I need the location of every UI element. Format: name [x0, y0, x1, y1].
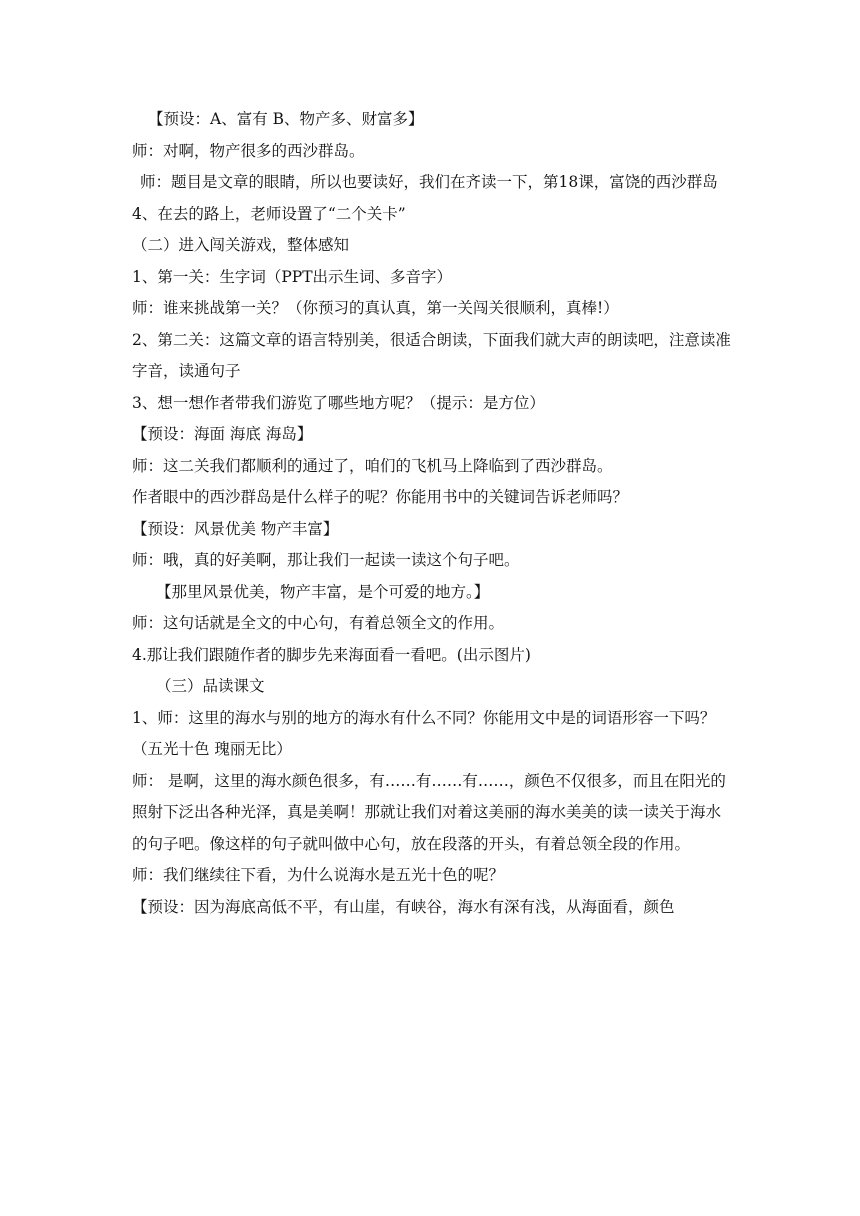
paragraph-preset-seabed: 【预设：因为海底高低不平，有山崖，有峡谷，海水有深有浅，从海面看，颜色: [132, 897, 675, 916]
paragraph-teacher-central-sentence: 师：这句话就是全文的中心句，有着总领全文的作用。: [132, 614, 505, 632]
paragraph-teacher-challenge: 师：谁来挑战第一关？（你预习的真认真，第一关闯关很顺利，真棒!）: [132, 299, 619, 317]
document-body: [132, 104, 732, 923]
paragraph-preset-scenery: 【预设：风景优美 物产丰富】: [132, 519, 339, 538]
paragraph-step-1-seawater: 1、师：这里的海水与别的地方的海水有什么不同？你能用文中是的词语形容一下吗？: [132, 708, 716, 727]
paragraph-teacher-arrival: 师：这二关我们都顺利的通过了，咱们的飞机马上降临到了西沙群岛。: [132, 456, 613, 475]
paragraph-preset-places: 【预设：海面 海底 海岛】: [132, 425, 313, 443]
paragraph-teacher-read: 师：哦，真的好美啊，那让我们一起读一读这个句子吧。: [132, 551, 520, 569]
paragraph-teacher-title: 师：题目是文章的眼睛，所以也要读好，我们在齐读一下，第18课，富饶的西沙群岛: [140, 173, 718, 191]
paragraph-preset-rich: 【预设：A、富有 B、物产多、财富多】: [148, 110, 424, 128]
section-heading-2: （二）进入闯关游戏，整体感知: [132, 236, 350, 254]
paragraph-step-3-places: 3、想一想作者带我们游览了哪些地方呢？（提示：是方位）: [132, 393, 545, 412]
paragraph-checkpoint-2: 2、第二关：这篇文章的语言特别美，很适合朗读，下面我们就大声的朗读吧，注意读准字音，读通句子: [132, 330, 731, 380]
paragraph-checkpoint-1: 1、第一关：生字词（PPT出示生词、多音字）: [132, 267, 453, 286]
paragraph-author-view: 作者眼中的西沙群岛是什么样子的呢？你能用书中的关键词告诉老师吗？: [132, 488, 629, 506]
paragraph-step-4-checkpoints: 4、在去的路上，老师设置了“二个关卡”: [132, 204, 406, 223]
paragraph-colorful-answer: （五光十色 瑰丽无比）: [132, 740, 292, 758]
paragraph-quote-central: 【那里风景优美，物产丰富，是个可爱的地方。】: [156, 582, 490, 601]
paragraph-teacher-agree: 师：对啊，物产很多的西沙群岛。: [132, 141, 365, 160]
paragraph-teacher-why-colorful: 师：我们继续往下看，为什么说海水是五光十色的呢？: [132, 866, 505, 884]
paragraph-step-4-sea-surface: 4.那让我们跟随作者的脚步先来海面看一看吧。(出示图片): [132, 645, 531, 664]
paragraph-teacher-seawater-colors: 师： 是啊，这里的海水颜色很多，有……有……有……，颜色不仅很多，而且在阳光的照射下泛出各种光泽，真是美啊！那就让我们对着这美丽的海水美美的读一读关于海水的句子吧。像这样的句子就叫做中心句，放在段落的开头，有着总领全段的作用。: [132, 771, 726, 853]
section-heading-3: （三）品读课文: [156, 677, 265, 695]
